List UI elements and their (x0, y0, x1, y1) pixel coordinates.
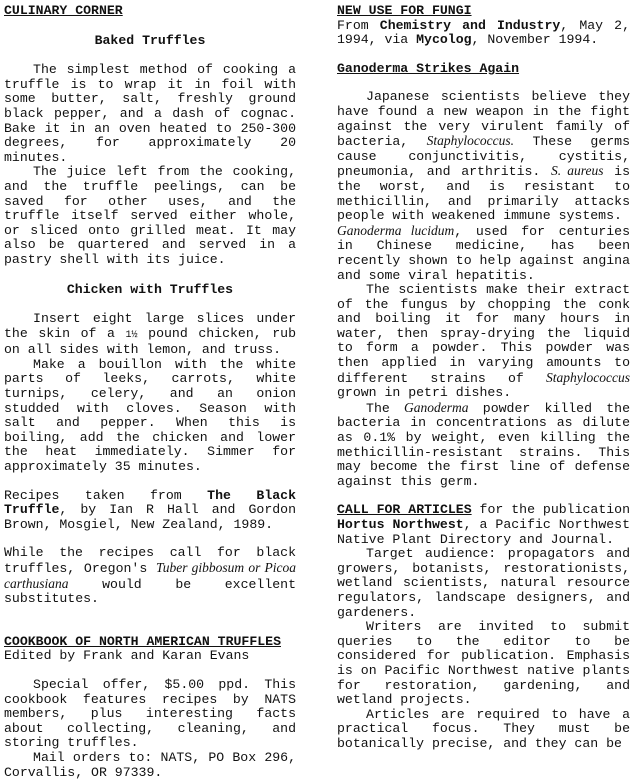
gano-p4-text-b: powder killed the bacteria in concentrations as dilute as 0.1% by weight, even killing the methicillin-resistant strains. This may become the first line of defense against this germ. (337, 400, 630, 489)
target-audience-paragraph: Target audience: propagators and growers, botanists, restorationists, wetland scientists, natural resource regulators, landscape designers, and gardeners. (337, 546, 630, 620)
call-text-a: for the publication (471, 502, 630, 518)
recipes-source-text-b: , by Ian R Hall and Gordon Brown, Mosgiel, New Zealand, 1989. (4, 502, 296, 532)
species-names: Tuber gibbosum or Picoa carthusiana (4, 560, 296, 591)
chicken-paragraph-1 (4, 312, 296, 358)
chicken-paragraph-2: Make a bouillon with the white parts of leeks, carrots, white turnips, celery, and an onion studded with cloves. Season with salt and pepper. When this is boiling, add the chicken and lower the heat immediately. Simmer for approximately 35 minutes. (4, 356, 296, 475)
gano-p1-text-a: Japanese scientists believe they have found a new weapon in the fight against the very virulent family of bacteria, (337, 89, 630, 150)
genus-staphylococcus-2: Staphylococcus (546, 369, 630, 385)
call-for-articles-heading: CALL FOR ARTICLES (337, 502, 472, 518)
ganoderma-heading: Ganoderma Strikes Again (337, 60, 520, 76)
baked-truffles-paragraph-1: The simplest method of cooking a truffle is to wrap it in foil with some butter, salt, freshly ground black pepper, and a dash of cognac. Bake it in an oven heated to 250-300 degrees, for approximately 20 minutes. (4, 62, 296, 165)
genus-ganoderma: Ganoderma (404, 399, 469, 415)
cookbook-mail-paragraph: Mail orders to: NATS, PO Box 296, Corvallis, OR 97339. (4, 749, 296, 780)
substitutes-text-a: While the recipes call for black truffles, Oregon's (4, 545, 296, 576)
gano-p4-text-a: The (366, 400, 405, 416)
writers-paragraph: Writers are invited to submit queries to the editor to be considered for publication. Emphasis is on Pacific Northwest native plants for restoration, gardening, and wetland projects. (337, 619, 630, 708)
ganoderma-paragraph-4 (337, 401, 630, 490)
ganoderma-paragraph-2 (337, 224, 630, 283)
gano-p3-text-b: grown in petri dishes. (337, 385, 512, 401)
baked-truffles-paragraph-2: The juice left from the cooking, and the truffle peelings, can be saved for other uses, and the truffle itself served either whole, or sliced onto grilled meat. It may also be quartered and served in a pastry shell with its juice. (4, 164, 296, 267)
call-text-b: , a Pacific Northwest Native Plant Directory and Journal. (337, 517, 630, 547)
fungi-source-text-a: From (337, 17, 380, 33)
cookbook-offer-paragraph: Special offer, $5.00 ppd. This cookbook features recipes by NATS members, plus interesting facts about collecting, cleaning, and storing truffles. (4, 676, 296, 751)
gano-p3-text-a: The scientists make their extract of the fungus by chopping the conk and boiling it for many hours in water, then spray-drying the liquid to form a powder. This powder was then applied in varying amounts to different strains of (337, 282, 630, 386)
right-column (337, 4, 630, 752)
chicken-p1-text-b: pound chicken, rub on all sides with lemon, and truss. (4, 325, 296, 358)
source-chemistry-and-industry: Chemistry and Industry (379, 17, 561, 33)
fraction-one-and-half: 1½ (125, 329, 138, 341)
fungi-source-text-c: , November 1994. (471, 32, 599, 48)
call-for-articles-paragraph (337, 503, 630, 547)
source-mycolog: Mycolog (416, 32, 472, 48)
species-ganoderma-lucidum: Ganoderma lucidum (337, 222, 455, 238)
chicken-p1-text-a: Insert eight large slices under the skin of a (4, 311, 296, 341)
cookbook-heading: COOKBOOK OF NORTH AMERICAN TRUFFLES (4, 633, 281, 649)
publication-hortus-northwest: Hortus Northwest (337, 517, 464, 532)
substitutes-paragraph (4, 546, 296, 606)
ganoderma-paragraph-3 (337, 283, 630, 401)
gano-p1-text-c: is the worst, and is resistant to methicillin, and primarily attacks people with weakened immune systems. (337, 164, 630, 224)
new-use-for-fungi-heading: NEW USE FOR FUNGI (337, 3, 472, 18)
genus-staphylococcus: Staphylococcus. (426, 133, 515, 149)
substitutes-text-b: would be excellent substitutes. (4, 576, 296, 607)
articles-paragraph: Articles are required to have a practical focus. They must be botanically precise, and they can be (337, 706, 630, 751)
baked-truffles-title: Baked Truffles (94, 32, 206, 48)
chicken-with-truffles-title: Chicken with Truffles (66, 281, 234, 297)
recipes-source-paragraph (4, 489, 296, 533)
culinary-corner-heading: CULINARY CORNER (4, 3, 123, 18)
ganoderma-paragraph-1 (337, 90, 630, 223)
cookbook-editors: Edited by Frank and Karan Evans (4, 648, 250, 664)
fungi-source-line (337, 19, 630, 48)
gano-p1-text-b: These germs cause conjunctivitis, cystitis, pneumonia, and arthritis. (337, 134, 631, 180)
species-s-aureus: S. aureus (551, 163, 604, 179)
recipes-source-text-a: Recipes taken from (4, 487, 208, 503)
book-title-black-truffle: The Black Truffle (4, 487, 296, 518)
fungi-source-text-b: , May 2, 1994, via (337, 17, 631, 48)
left-column (4, 4, 296, 780)
gano-p2-text: , used for centuries in Chinese medicine, has been recently shown to help against angina and some viral hepatitis. (337, 223, 630, 283)
